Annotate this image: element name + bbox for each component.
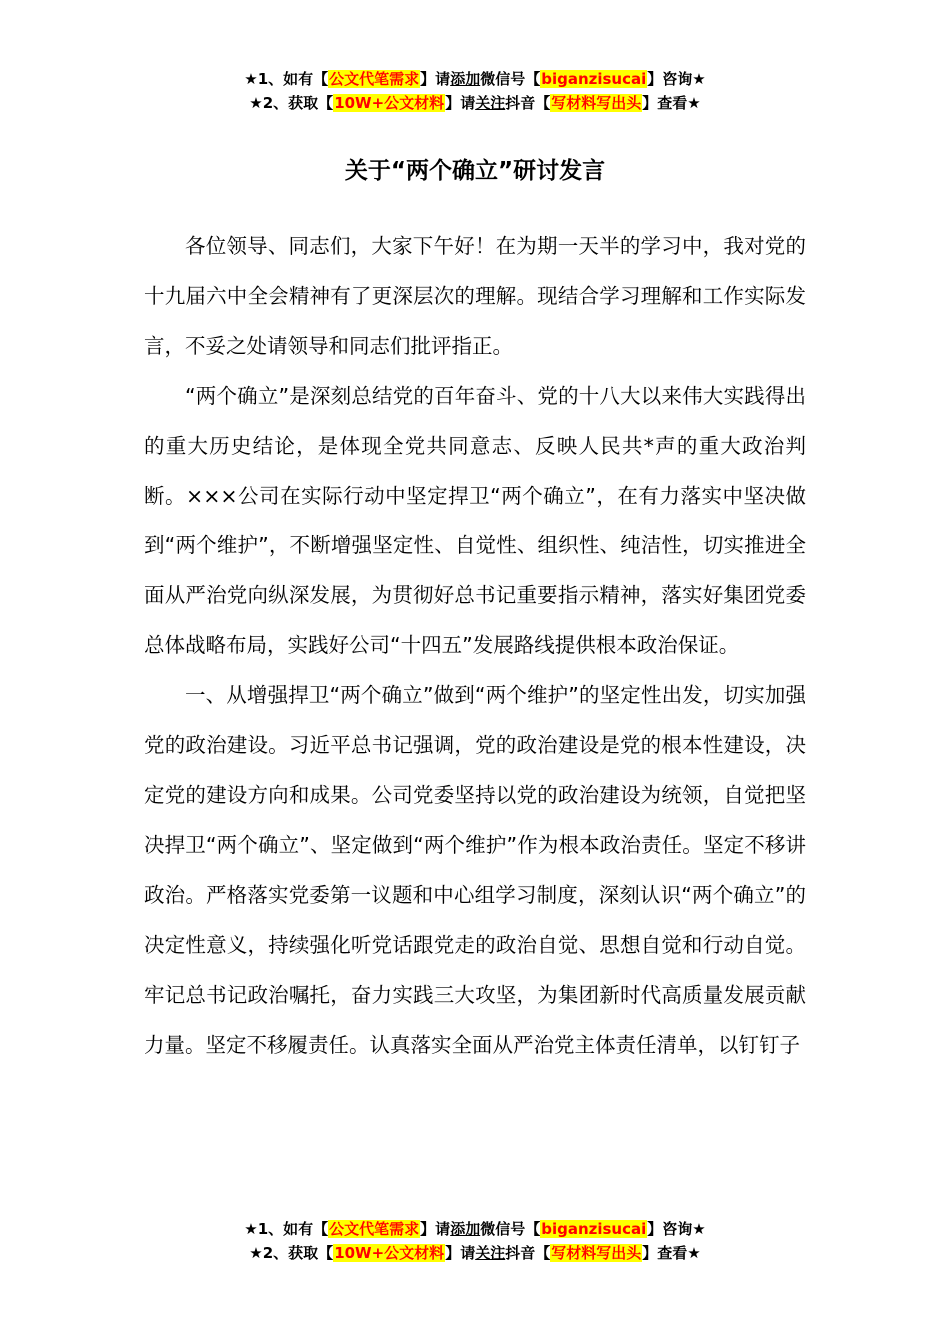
promo-text: 】请 — [445, 94, 476, 112]
promo-highlight: 公文代笔需求 — [329, 70, 420, 88]
promo-text: 】咨询★ — [647, 70, 706, 88]
promo-banner-bottom — [0, 1217, 950, 1265]
promo-line-2 — [0, 1241, 950, 1265]
promo-text: 抖音【 — [505, 94, 551, 112]
promo-line-2 — [0, 91, 950, 115]
promo-highlight: 写材料写出头 — [551, 1244, 642, 1262]
promo-text: 】请 — [420, 1220, 451, 1238]
promo-highlight: 写材料写出头 — [551, 94, 642, 112]
paragraph-section-one: 一、从增强捍卫“两个确立”做到“两个维护”的坚定性出发，切实加强党的政治建设。习近平总书记强调，党的政治建设是党的根本性建设，决定党的建设方向和成果。公司党委坚持以党的政治建设为统领，自觉把坚决捍卫“两个确立”、坚定做到“两个维护”作为根本政治责任。坚定不移讲政治。严格落实党委第一议题和中心组学习制度，深刻认识“两个确立”的决定性意义，持续强化听党话跟党走的政治自觉、思想自觉和行动自觉。牢记总书记政治嘱托，奋力实践三大攻坚，为集团新时代高质量发展贡献力量。坚定不移履责任。认真落实全面从严治党主体责任清单，以钉钉子 — [144, 683, 806, 1057]
promo-underline: 添加 — [450, 70, 481, 88]
document-title: 关于“两个确立”研讨发言 — [344, 158, 606, 184]
promo-underline: 关注 — [475, 1244, 506, 1262]
promo-underline: 添加 — [450, 1220, 481, 1238]
promo-underline: 关注 — [475, 94, 506, 112]
promo-text: 】请 — [445, 1244, 476, 1262]
promo-highlight: 10W+公文材料 — [334, 1244, 445, 1262]
document-body — [144, 222, 806, 1070]
promo-highlight: biganzisucai — [541, 70, 647, 88]
promo-text: ★2、获取【 — [249, 1244, 334, 1262]
promo-text: 微信号【 — [480, 1220, 541, 1238]
promo-highlight: biganzisucai — [541, 1220, 647, 1238]
promo-highlight: 10W+公文材料 — [334, 94, 445, 112]
promo-text: ★2、获取【 — [249, 94, 334, 112]
promo-text: 】查看★ — [642, 1244, 701, 1262]
promo-text: 微信号【 — [480, 70, 541, 88]
promo-text: 】查看★ — [642, 94, 701, 112]
promo-banner-top — [0, 67, 950, 115]
promo-text: 】请 — [420, 70, 451, 88]
paragraph-greeting: 各位领导、同志们，大家下午好！在为期一天半的学习中，我对党的十九届六中全会精神有了更深层次的理解。现结合学习理解和工作实际发言，不妥之处请领导和同志们批评指正。 — [144, 234, 806, 358]
promo-highlight: 公文代笔需求 — [329, 1220, 420, 1238]
paragraph-two-establishments: “两个确立”是深刻总结党的百年奋斗、党的十八大以来伟大实践得出的重大历史结论，是体现全党共同意志、反映人民共*声的重大政治判断。×××公司在实际行动中坚定捍卫“两个确立”，在有力落实中坚决做到“两个维护”，不断增强坚定性、自觉性、组织性、纯洁性，切实推进全面从严治党向纵深发展，为贯彻好总书记重要指示精神，落实好集团党委总体战略布局，实践好公司“十四五”发展路线提供根本政治保证。 — [144, 383, 806, 658]
promo-text: 抖音【 — [505, 1244, 551, 1262]
promo-text: ★1、如有【 — [244, 70, 329, 88]
promo-text: 】咨询★ — [647, 1220, 706, 1238]
promo-line-1 — [0, 1217, 950, 1241]
promo-line-1 — [0, 67, 950, 91]
promo-text: ★1、如有【 — [244, 1220, 329, 1238]
